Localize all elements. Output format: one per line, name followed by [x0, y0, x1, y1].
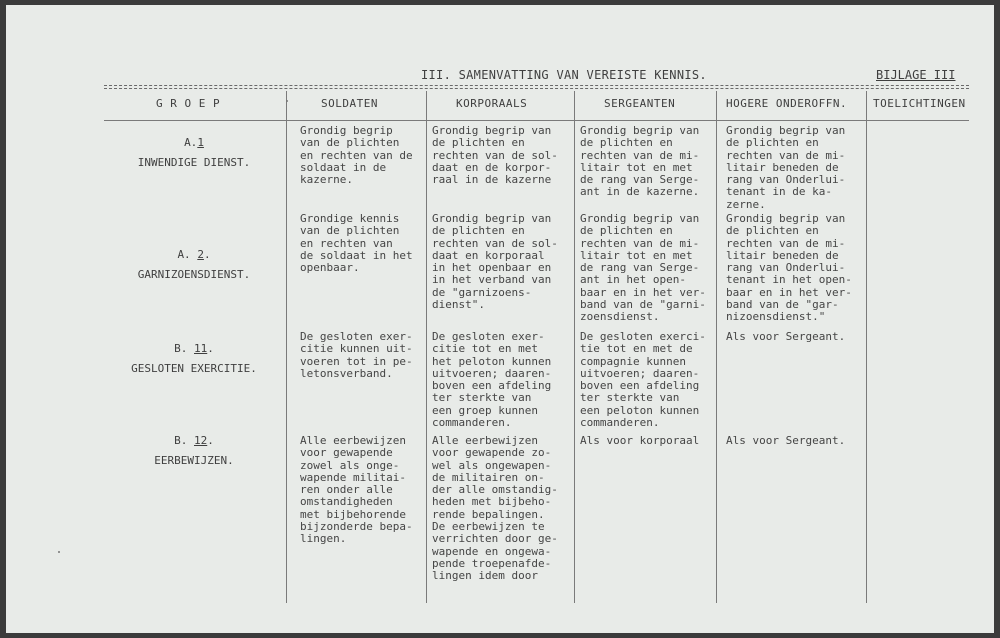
paper-speck	[286, 100, 288, 102]
cell-hogere: Grondig begrip van de plichten en rechten van de mi- litair beneden de rang van Onderlui- tenant in het open- baar en in het ver- band van de "gar- nizoensdienst."	[726, 212, 852, 324]
group-code: B. 12.	[174, 434, 214, 447]
group-code-letter: A.	[184, 136, 198, 149]
header-toelichtingen: TOELICHTINGEN	[873, 97, 966, 110]
group-code-letter: A.	[177, 248, 191, 261]
cell-sergeanten: De gesloten exerci- tie tot en met de compagnie kunnen uitvoeren; daaren- boven een afdeling ter sterkte van een peloton kunnen commanderen.	[580, 330, 706, 430]
group-b12	[104, 431, 284, 471]
cell-hogere: Als voor Sergeant.	[726, 434, 846, 447]
col-divider-3	[574, 91, 575, 603]
cell-sergeanten: Grondig begrip van de plichten en rechten van de mi- litair tot en met de rang van Serge- ant in de kazerne.	[580, 124, 700, 199]
cell-korporaals: Alle eerbewijzen voor gewapende zo- wel als ongewapen- de militairen on- der alle omstandig- heden met bijbeho- rende bepalingen. De eerbewijzen te verrichten door ge- wapende en ongewa- pende troepenafde- lingen idem door	[432, 434, 558, 583]
header-rule-top	[104, 85, 969, 86]
col-divider-4	[716, 91, 717, 603]
cell-hogere: Als voor Sergeant.	[726, 330, 846, 343]
cell-soldaten: Alle eerbewijzen voor gewapende zowel als onge- wapende militai- ren onder alle omstandigheden met bijbehorende bijzonderde bepa- lingen.	[300, 434, 413, 546]
group-name: GARNIZOENSDIENST.	[137, 268, 251, 281]
header-groep: G R O E P	[156, 97, 221, 110]
cell-korporaals: Grondig begrip van de plichten en rechten van de sol- daat en korporaal in het openbaar en in het verband van de "garnizoens- dienst".	[432, 212, 558, 312]
cell-korporaals: De gesloten exer- citie tot en met het peloton kunnen uitvoeren; daaren- boven een afdeling ter sterkte van een groep kunnen commanderen.	[432, 330, 552, 430]
col-divider-1	[286, 91, 287, 603]
annex-label: BIJLAGE III	[876, 68, 956, 82]
paper-speck	[58, 551, 60, 553]
group-name: EERBEWIJZEN.	[154, 454, 234, 467]
col-divider-5	[866, 91, 867, 603]
header-soldaten: SOLDATEN	[321, 97, 378, 110]
group-name: GESLOTEN EXERCITIE.	[131, 362, 257, 375]
group-name: INWENDIGE DIENST.	[137, 156, 251, 169]
col-divider-2	[426, 91, 427, 603]
document-title: III. SAMENVATTING VAN VEREISTE KENNIS.	[421, 68, 707, 82]
group-code: A. 2.	[177, 248, 211, 261]
group-b11	[104, 339, 284, 379]
cell-hogere: Grondig begrip van de plichten en rechten van de mi- litair beneden de rang van Onderlui- tenant in de ka- zerne.	[726, 124, 846, 211]
header-hogere-onderoffn: HOGERE ONDEROFFN.	[726, 97, 848, 110]
group-code-number: 12	[194, 434, 208, 447]
group-a2	[104, 245, 284, 285]
header-underline	[104, 120, 969, 121]
group-code-number: 11	[194, 342, 208, 355]
group-code-number: 1	[197, 136, 204, 149]
group-code-number: 2	[197, 248, 204, 261]
group-code-letter: B.	[174, 434, 188, 447]
group-code: B. 11.	[174, 342, 214, 355]
cell-soldaten: Grondige kennis van de plichten en rechten van de soldaat in het openbaar.	[300, 212, 413, 275]
group-code-letter: B.	[174, 342, 188, 355]
group-code	[104, 133, 284, 153]
header-rule-bottom	[104, 88, 969, 89]
cell-korporaals: Grondig begrip van de plichten en rechten van de sol- daat en de korpor- raal in de kazerne	[432, 124, 558, 187]
document-sheet	[6, 5, 994, 633]
cell-soldaten: De gesloten exer- citie kunnen uit- voeren tot in pe- letonsverband.	[300, 330, 413, 380]
cell-soldaten: Grondig begrip van de plichten en rechten van de soldaat in de kazerne.	[300, 124, 413, 187]
group-a1	[104, 133, 284, 173]
header-sergeanten: SERGEANTEN	[604, 97, 676, 110]
cell-sergeanten: Grondig begrip van de plichten en rechten van de mi- litair tot en met de rang van Serge- ant in het open- baar en in het ver- band van de "garni- zoensdienst.	[580, 212, 706, 324]
cell-sergeanten: Als voor korporaal	[580, 434, 700, 447]
header-korporaals: KORPORAALS	[456, 97, 528, 110]
